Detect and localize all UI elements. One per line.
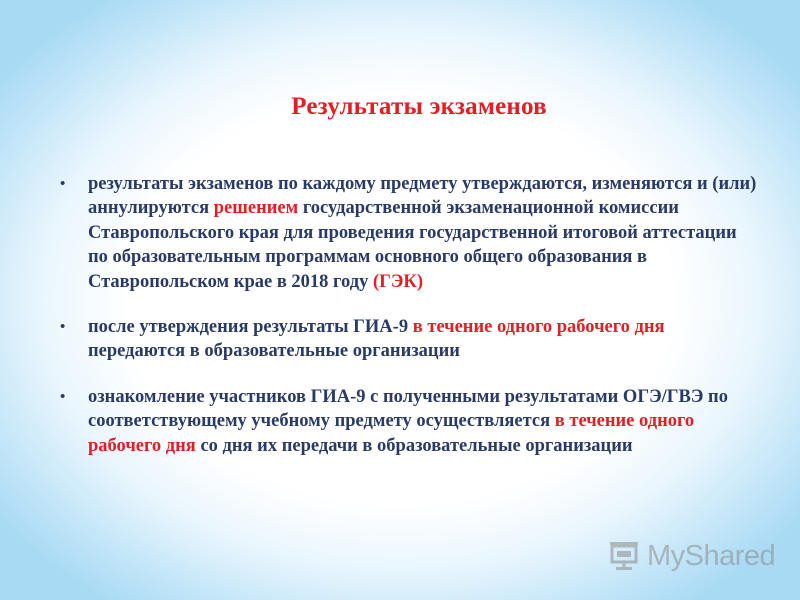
slide-title: Результаты экзаменов — [291, 93, 547, 120]
bullet-item-2 — [60, 315, 760, 364]
bullet-item-3 — [60, 385, 760, 458]
bullet-text: после утверждения результаты ГИА-9 — [88, 317, 413, 338]
presentation-board-icon — [607, 540, 641, 572]
highlighted-text: (ГЭК) — [372, 271, 424, 292]
bullet-marker: • — [60, 176, 66, 192]
bullet-text: государственной экзаменационной комиссии Ставропольского края для проведения государственной итоговой аттестации по образовательным программам основного общего образования в Ставропольском крае в 2018 году — [88, 198, 737, 292]
bullet-marker: • — [60, 319, 66, 336]
bullet-text: ознакомление участников ГИА-9 с полученными результатами ОГЭ/ГВЭ по соответствующему учебному предмету осуществляется — [88, 386, 728, 432]
highlighted-text: в течение одного рабочего дня — [88, 411, 695, 456]
bullet-text: передаются в образовательные организации — [88, 341, 460, 362]
highlighted-text: в течение одного рабочего дня — [412, 317, 665, 338]
bullet-list — [60, 172, 760, 479]
bullet-marker: • — [60, 388, 66, 405]
watermark-logo — [607, 536, 775, 576]
highlighted-text: решением — [213, 198, 299, 219]
bullet-item-1 — [60, 172, 760, 294]
bullet-text: результаты экзаменов по каждому предмету утверждаются, изменяются и (или) аннулируются — [88, 174, 757, 219]
bullet-text: со дня их передачи в образовательные организации — [195, 435, 633, 456]
watermark-text: MyShared — [647, 539, 776, 572]
